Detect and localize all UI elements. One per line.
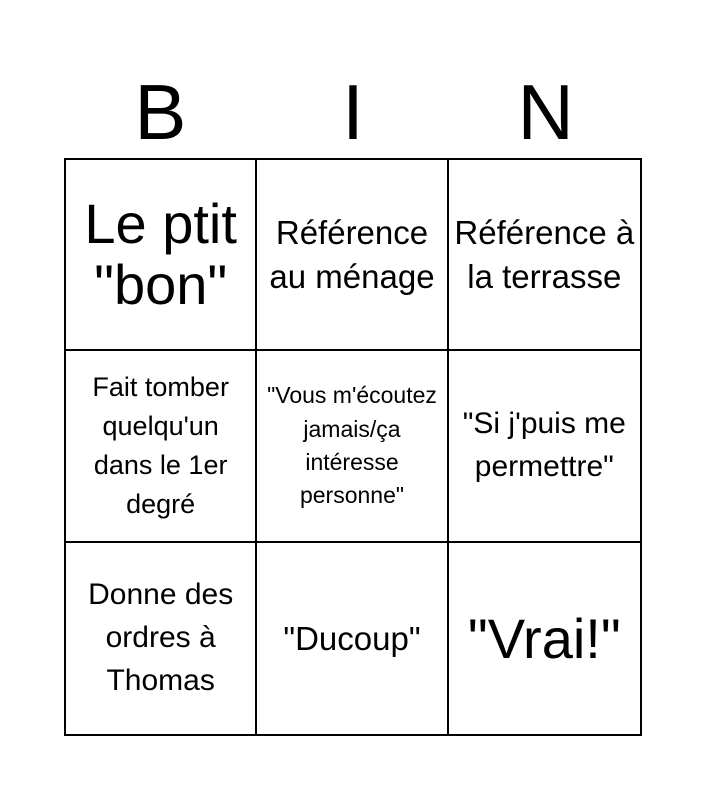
bingo-cell-8[interactable] — [257, 543, 448, 734]
bingo-cell-3[interactable] — [449, 160, 640, 351]
bingo-header — [64, 68, 642, 156]
bingo-cell-text: "Ducoup" — [283, 619, 421, 657]
bingo-cell-4[interactable] — [66, 351, 257, 542]
bingo-board — [64, 158, 642, 736]
header-letter-n: N — [517, 68, 574, 156]
bingo-cell-text: "Si j'puis me permettre" — [462, 407, 626, 483]
bingo-cell-text: Fait tomber quelqu'un dans le 1er degré — [92, 371, 229, 520]
bingo-cell-text: Le ptit "bon" — [84, 192, 237, 316]
bingo-cell-7[interactable] — [66, 543, 257, 734]
bingo-cell-6[interactable] — [449, 351, 640, 542]
bingo-cell-5[interactable] — [257, 351, 448, 542]
bingo-cell-text: "Vous m'écoutez jamais/ça intéresse personne" — [267, 382, 437, 509]
bingo-cell-1[interactable] — [66, 160, 257, 351]
bingo-cell-text: "Vrai!" — [467, 606, 621, 670]
bingo-cell-9[interactable] — [449, 543, 640, 734]
bingo-cell-2[interactable] — [257, 160, 448, 351]
bingo-cell-text: Référence à la terrasse — [454, 214, 635, 295]
bingo-cell-text: Référence au ménage — [269, 214, 435, 295]
header-letter-b: B — [134, 68, 187, 156]
header-letter-i: I — [342, 68, 364, 156]
bingo-cell-text: Donne des ordres à Thomas — [88, 578, 234, 697]
